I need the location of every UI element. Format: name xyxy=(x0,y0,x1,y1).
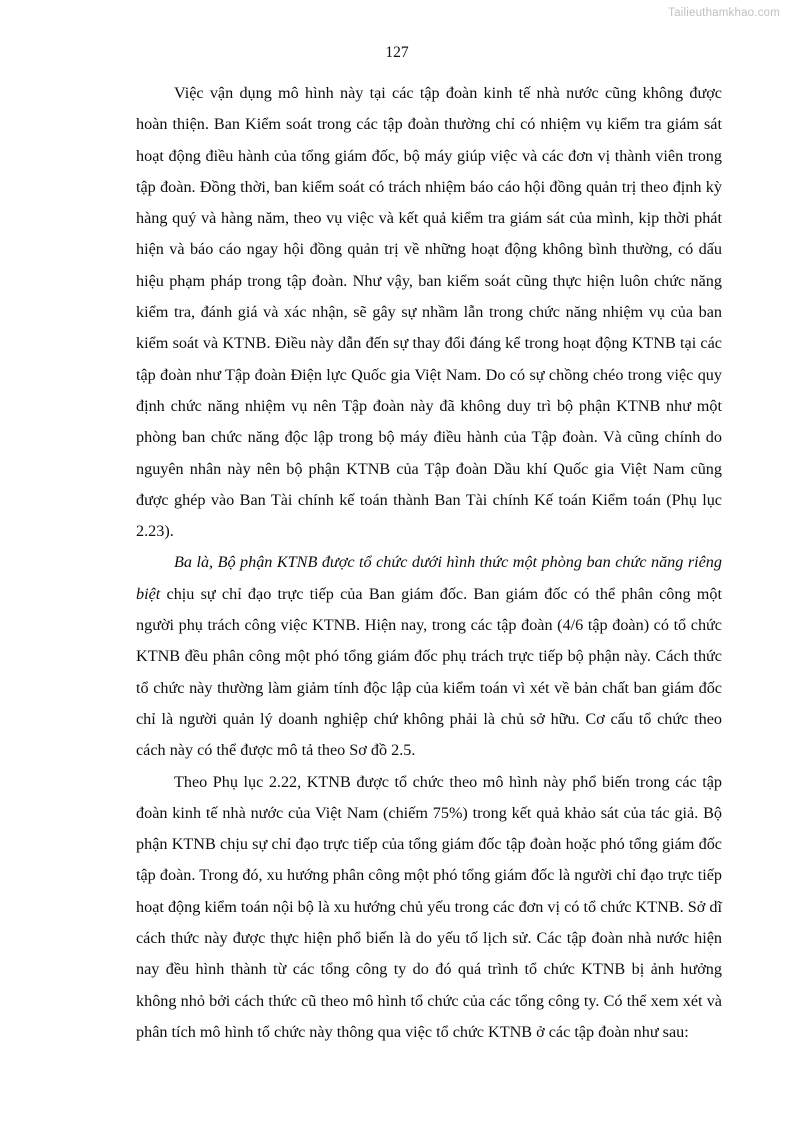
paragraph-2-italic-lead: Ba là, Bộ phận KTNB được tổ chức dưới hình thức một phòng ban chức năng riêng biệt xyxy=(136,553,722,603)
body-paragraph-2 xyxy=(136,547,722,766)
page-body xyxy=(136,78,722,1048)
body-paragraph-3: Theo Phụ lục 2.22, KTNB được tổ chức theo mô hình này phổ biến trong các tập đoàn kinh tế nhà nước của Việt Nam (chiếm 75%) trong kết quả khảo sát của tác giả. Bộ phận KTNB chịu sự chỉ đạo trực tiếp của tổng giám đốc tập đoàn hoặc phó tổng giám đốc tập đoàn. Trong đó, xu hướng phân công một phó tổng giám đốc là người chỉ đạo trực tiếp hoạt động kiểm toán nội bộ là xu hướng chủ yếu trong các đơn vị có tổ chức KTNB. Sở dĩ cách thức này được thực hiện phổ biến là do yếu tố lịch sử. Các tập đoàn nhà nước hiện nay đều hình thành từ các tổng công ty do đó quá trình tổ chức KTNB bị ảnh hưởng không nhỏ bởi cách thức cũ theo mô hình tổ chức của các tổng công ty. Có thể xem xét và phân tích mô hình tổ chức này thông qua việc tổ chức KTNB ở các tập đoàn như sau: xyxy=(136,772,722,1041)
page-number: 127 xyxy=(385,44,409,61)
watermark-text: Tailieuthamkhao.com xyxy=(668,7,780,19)
paragraph-2-rest: chịu sự chỉ đạo trực tiếp của Ban giám đốc. Ban giám đốc có thể phân công một người phụ trách công việc KTNB. Hiện nay, trong các tập đoàn (4/6 tập đoàn) có tổ chức KTNB đều phân công một phó tổng giám đốc phụ trách trực tiếp bộ phận này. Cách thức tổ chức này thường làm giảm tính độc lập của kiểm toán vì xét về bản chất ban giám đốc chỉ là người quản lý doanh nghiệp chứ không phải là chủ sở hữu. Cơ cấu tổ chức theo cách này có thể được mô tả theo Sơ đồ 2.5. xyxy=(136,584,722,760)
body-paragraph-1: Việc vận dụng mô hình này tại các tập đoàn kinh tế nhà nước cũng không được hoàn thiện. Ban Kiểm soát trong các tập đoàn thường chỉ có nhiệm vụ kiểm tra giám sát hoạt động điều hành của tổng giám đốc, bộ máy giúp việc và các đơn vị thành viên trong tập đoàn. Đồng thời, ban kiểm soát có trách nhiệm báo cáo hội đồng quản trị theo định kỳ hàng quý và hàng năm, theo vụ việc và kết quả kiểm tra giám sát của mình, kịp thời phát hiện và báo cáo ngay hội đồng quản trị về những hoạt động không bình thường, có dấu hiệu phạm pháp trong tập đoàn. Như vậy, ban kiểm soát cũng thực hiện luôn chức năng kiểm tra, đánh giá và xác nhận, sẽ gây sự nhầm lẫn trong chức năng nhiệm vụ của ban kiểm soát và KTNB. Điều này dẫn đến sự thay đổi đáng kể trong hoạt động KTNB tại các tập đoàn như Tập đoàn Điện lực Quốc gia Việt Nam. Do có sự chồng chéo trong việc quy định chức năng nhiệm vụ nên Tập đoàn này đã không duy trì bộ phận KTNB như một phòng ban chức năng độc lập trong bộ máy điều hành của Tập đoàn. Và cũng chính do nguyên nhân này nên bộ phận KTNB của Tập đoàn Dầu khí Quốc gia Việt Nam cũng được ghép vào Ban Tài chính kế toán thành Ban Tài chính Kế toán Kiểm toán (Phụ lục 2.23). xyxy=(136,84,722,541)
